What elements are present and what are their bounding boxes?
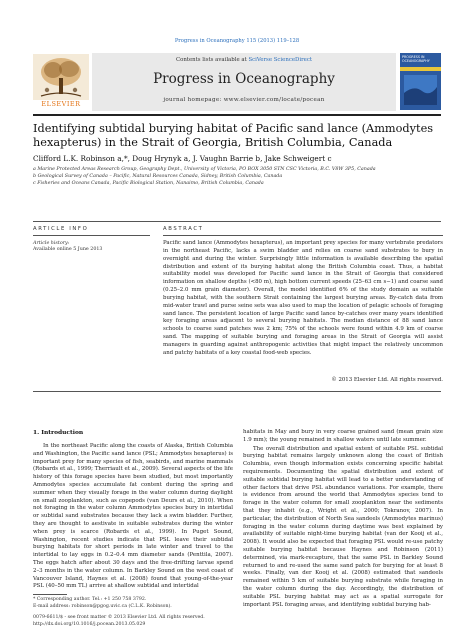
article-info-divider (33, 235, 150, 236)
affiliation-b: b Geological Survey of Canada – Pacific, Natural Resources Canada, Sidney, British Columbia, Canada (33, 174, 283, 179)
journal-reference[interactable]: Progress in Oceanography 115 (2013) 119–128 (174, 38, 300, 44)
intro-paragraph-2: The overall distribution and spatial extent of suitable PSL subtidal burying habitat remains largely unknown along the coast of British Columbia, even though information exists concerning specific habitat requirements. Documenting the spatial distribution and extent of suitable subtidal burying habitat will lead to a better understanding of other factors that drive PSL abundance variations. For example, there is evidence from around the world that Ammodytes species tend to forage in the water column for small zooplankton near the sediments that they inhabit (e.g., Wright et al., 2000; Tokranov, 2007). In particular, the distribution of North Sea sandeels (Ammodytes marinus) foraging in the water column during daytime was best explained by availability of suitable night-time burying habitat (van der Kooij et al., 2008). It would also be expected that foraging PSL would re-use patchy suitable burying habitat because Haynes and Robinson (2011) determined, via mark-recapture, that the same PSL in Barkley Sound returned to and re-used the same sand patch for burying for at least 8 weeks. Finally, van der Kooij et al. (2008) estimated that sandeels remained within 5 km of suitable burying substrate while foraging in the water column during the day. Accordingly, the distribution of suitable PSL burying habitat may act as a spatial surrogate for important PSL foraging areas, and identifying subtidal burying hab- (243, 445, 443, 608)
cover-title: PROGRESS IN OCEANOGRAPHY (402, 55, 430, 63)
abstract-divider (163, 235, 443, 236)
abstract-text: Pacific sand lance (Ammodytes hexapterus), an important prey species for many vertebrate predators in the northeast Pacific, lacks a swim bladder and relies on coarse sand substrates to bury in overnight and during the winter. Surprisingly little information is available describing the spatial distribution and extent of its burying habitat along the British Columbia coast. Thus, a habitat suitability model was developed for Pacific sand lance in the Strait of Georgia that considered information on shallow depths (<80 m), high bottom current speeds (25–63 cm s−1) and coarse sand (0.25–2.0 mm grain diameter). Overall, the model identified 6% of the study domain as suitable burying habitat, with the southern Strait containing the largest burying areas. By-catch data from mid-water trawl and purse seine sets was also used to map the location of pelagic schools of foraging sand lance. The persistent location of large Pacific sand lance by-catches over many years identified key foraging areas adjacent to several burying habitats. The median distance of 88 sand lance schools to coarse sand patches was 2 km; 75% of the schools were found within 4.9 km of coarse sand. The mapping of suitable burying and foraging areas in the Strait of Georgia will assist managers in guarding against anthropogenic activities that might impact the relatively uncommon and patchy habitats of a key coastal food-web species. (163, 240, 443, 356)
contents-prefix: Contents lists available at (175, 57, 247, 63)
journal-homepage[interactable]: journal homepage: www.elsevier.com/locate/pocean (163, 97, 325, 103)
sciencedirect-link[interactable]: SciVerse ScienceDirect (248, 57, 313, 63)
author-list: Clifford L.K. Robinson a,*, Doug Hrynyk a, J. Vaughn Barrie b, Jake Schweigert c (33, 154, 332, 163)
affiliation-a: a Marine Protected Areas Research Group, Geography Dept., University of Victoria, PO BOX 3050 STN CSC Victoria, B.C. V8W 3P5, Canada (33, 167, 376, 172)
affiliation-c: c Fisheries and Oceans Canada, Pacific Biological Station, Nanaimo, British Columbia, Canada (33, 181, 264, 186)
section-heading-introduction: 1. Introduction (33, 429, 84, 436)
history-label: Article history: (33, 241, 70, 246)
article-title: Identifying subtidal burying habitat of Pacific sand lance (Ammodytes hexapterus) in the Strait of Georgia, British Columbia, Canada (33, 122, 434, 149)
abstract-heading: ABSTRACT (163, 226, 204, 232)
intro-right-column (243, 429, 443, 609)
journal-title: Progress in Oceanography (153, 71, 335, 87)
footnote-divider (33, 594, 67, 595)
copyright-notice: © 2013 Elsevier Ltd. All rights reserved. (331, 377, 443, 383)
contents-line (92, 57, 396, 63)
intro-paragraph-1: In the northeast Pacific along the coasts of Alaska, British Columbia and Washington, the Pacific sand lance (PSL; Ammodytes hexapterus) is important prey for many species of fish, seabirds, and marine mammals (Robards et al., 1999; Therriault et al., 2009). Several aspects of the life history of this forage species have been studied, but most importantly Ammodytes species accumulate fat content during the spring and summer when they visually forage in the water column during daylight on small zooplankton, such as copepods (van Deurs et al., 2010). When not foraging in the water column Ammodytes species bury in intertidal or subtidal sand substrates because they lack a swim bladder. Further, they are thought to aestivate in suitable substrates during the winter when prey is scarce (Robards et al., 1999). In Puget Sound, Washington, recent studies indicate that PSL leave their subtidal burying habitats for short periods in late winter and travel to the intertidal to lay eggs in 0.2–0.4 mm diameter sands (Penttila, 2007). The eggs hatch after about 30 days and the free-drifting larvae spend 2–3 months in the water column. In Barkley Sound on the west coast of Vancouver Island, Haynes et al. (2008) found that young-of-the-year PSL (40–50 mm TL) arrive at shallow subtidal and intertidal (33, 443, 233, 590)
intro-paragraph-continued: habitats in May and bury in very coarse grained sand (mean grain size 1.9 mm); the young remained in shallow waters until late summer. (243, 429, 443, 443)
article-history (33, 241, 143, 254)
header-divider (33, 114, 441, 116)
email-note[interactable]: E-mail address: robinson@pgog.uvic.ca (C.L.K. Robinson). (33, 604, 172, 609)
article-info-heading: ARTICLE INFO (33, 226, 89, 232)
history-value: Available online 5 June 2013 (33, 247, 103, 253)
doi-link[interactable]: http://dx.doi.org/10.1016/j.pocean.2013.05.029 (33, 622, 146, 627)
body-divider (33, 391, 441, 392)
info-divider-top (33, 221, 441, 222)
issn-line: 0079-6611/$ - see front matter © 2013 Elsevier Ltd. All rights reserved. (33, 615, 205, 620)
corresponding-author-note: * Corresponding author. Tel.: +1 250 758 3792. (33, 597, 147, 602)
publisher-name: ELSEVIER (41, 100, 81, 108)
